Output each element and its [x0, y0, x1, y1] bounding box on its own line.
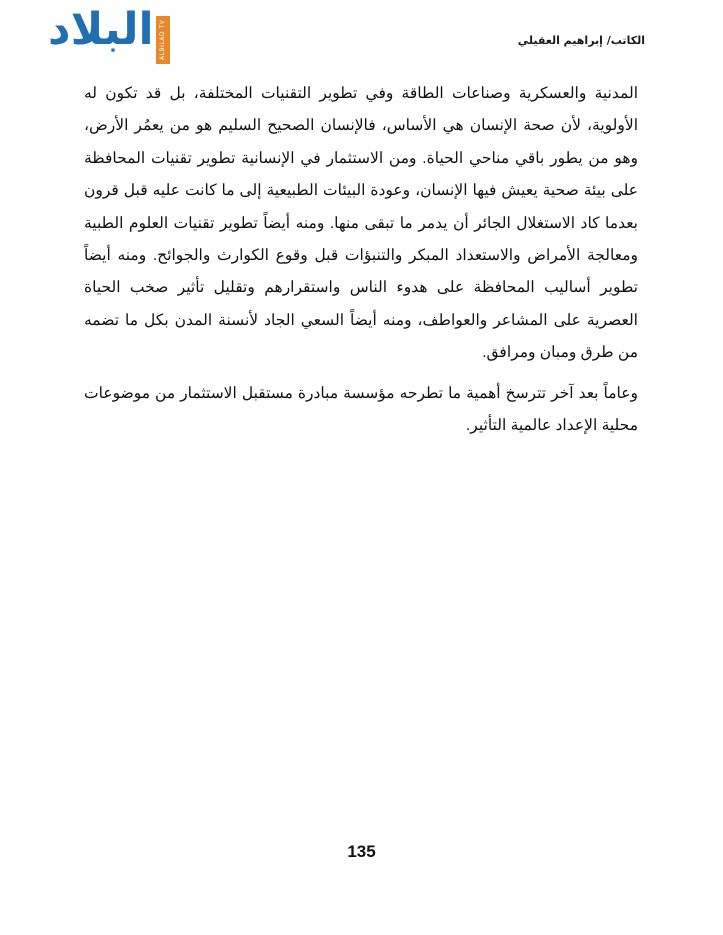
logo-tv-tag: ALBILAD TV	[156, 16, 170, 64]
page-header	[0, 0, 723, 70]
article-body	[84, 78, 638, 442]
paragraph: المدنية والعسكرية وصناعات الطاقة وفي تطوير التقنيات المختلفة، بل قد تكون له الأولوية، لأن صحة الإنسان هي الأساس، فالإنسان الصحيح السليم هو من يعمُر الأرض، وهو من يطور باقي مناحي الحياة. ومن الاستثمار في الإنسانية تطوير تقنيات المحافظة على بيئة صحية يعيش فيها الإنسان، وعودة البيئات الطبيعية إلى ما كانت عليه قبل قرون بعدما كاد الاستغلال الجائر أن يدمر ما تبقى منها. ومنه أيضاً تطوير تقنيات العلوم الطبية ومعالجة الأمراض والاستعداد المبكر والتنبؤات قبل وقوع الكوارث والجوائح. ومنه أيضاً تطوير أساليب المحافظة على هدوء الناس واستقرارهم وتقليل تأثير صخب الحياة العصرية على المشاعر والعواطف، ومنه أيضاً السعي الجاد لأنسنة المدن بكل ما تضمه من طرق ومبان ومرافق.	[84, 85, 638, 362]
author-line: الكاتب/ إبراهيم العقيلي	[517, 34, 645, 47]
page-number: 135	[347, 842, 376, 861]
paragraph: وعاماً بعد آخر تترسخ أهمية ما تطرحه مؤسسة مبادرة مستقبل الاستثمار من موضوعات محلية الإعداد عالمية التأثير.	[84, 384, 638, 435]
logo-wordmark: البلاد	[48, 4, 154, 55]
albilad-logo	[48, 4, 178, 66]
